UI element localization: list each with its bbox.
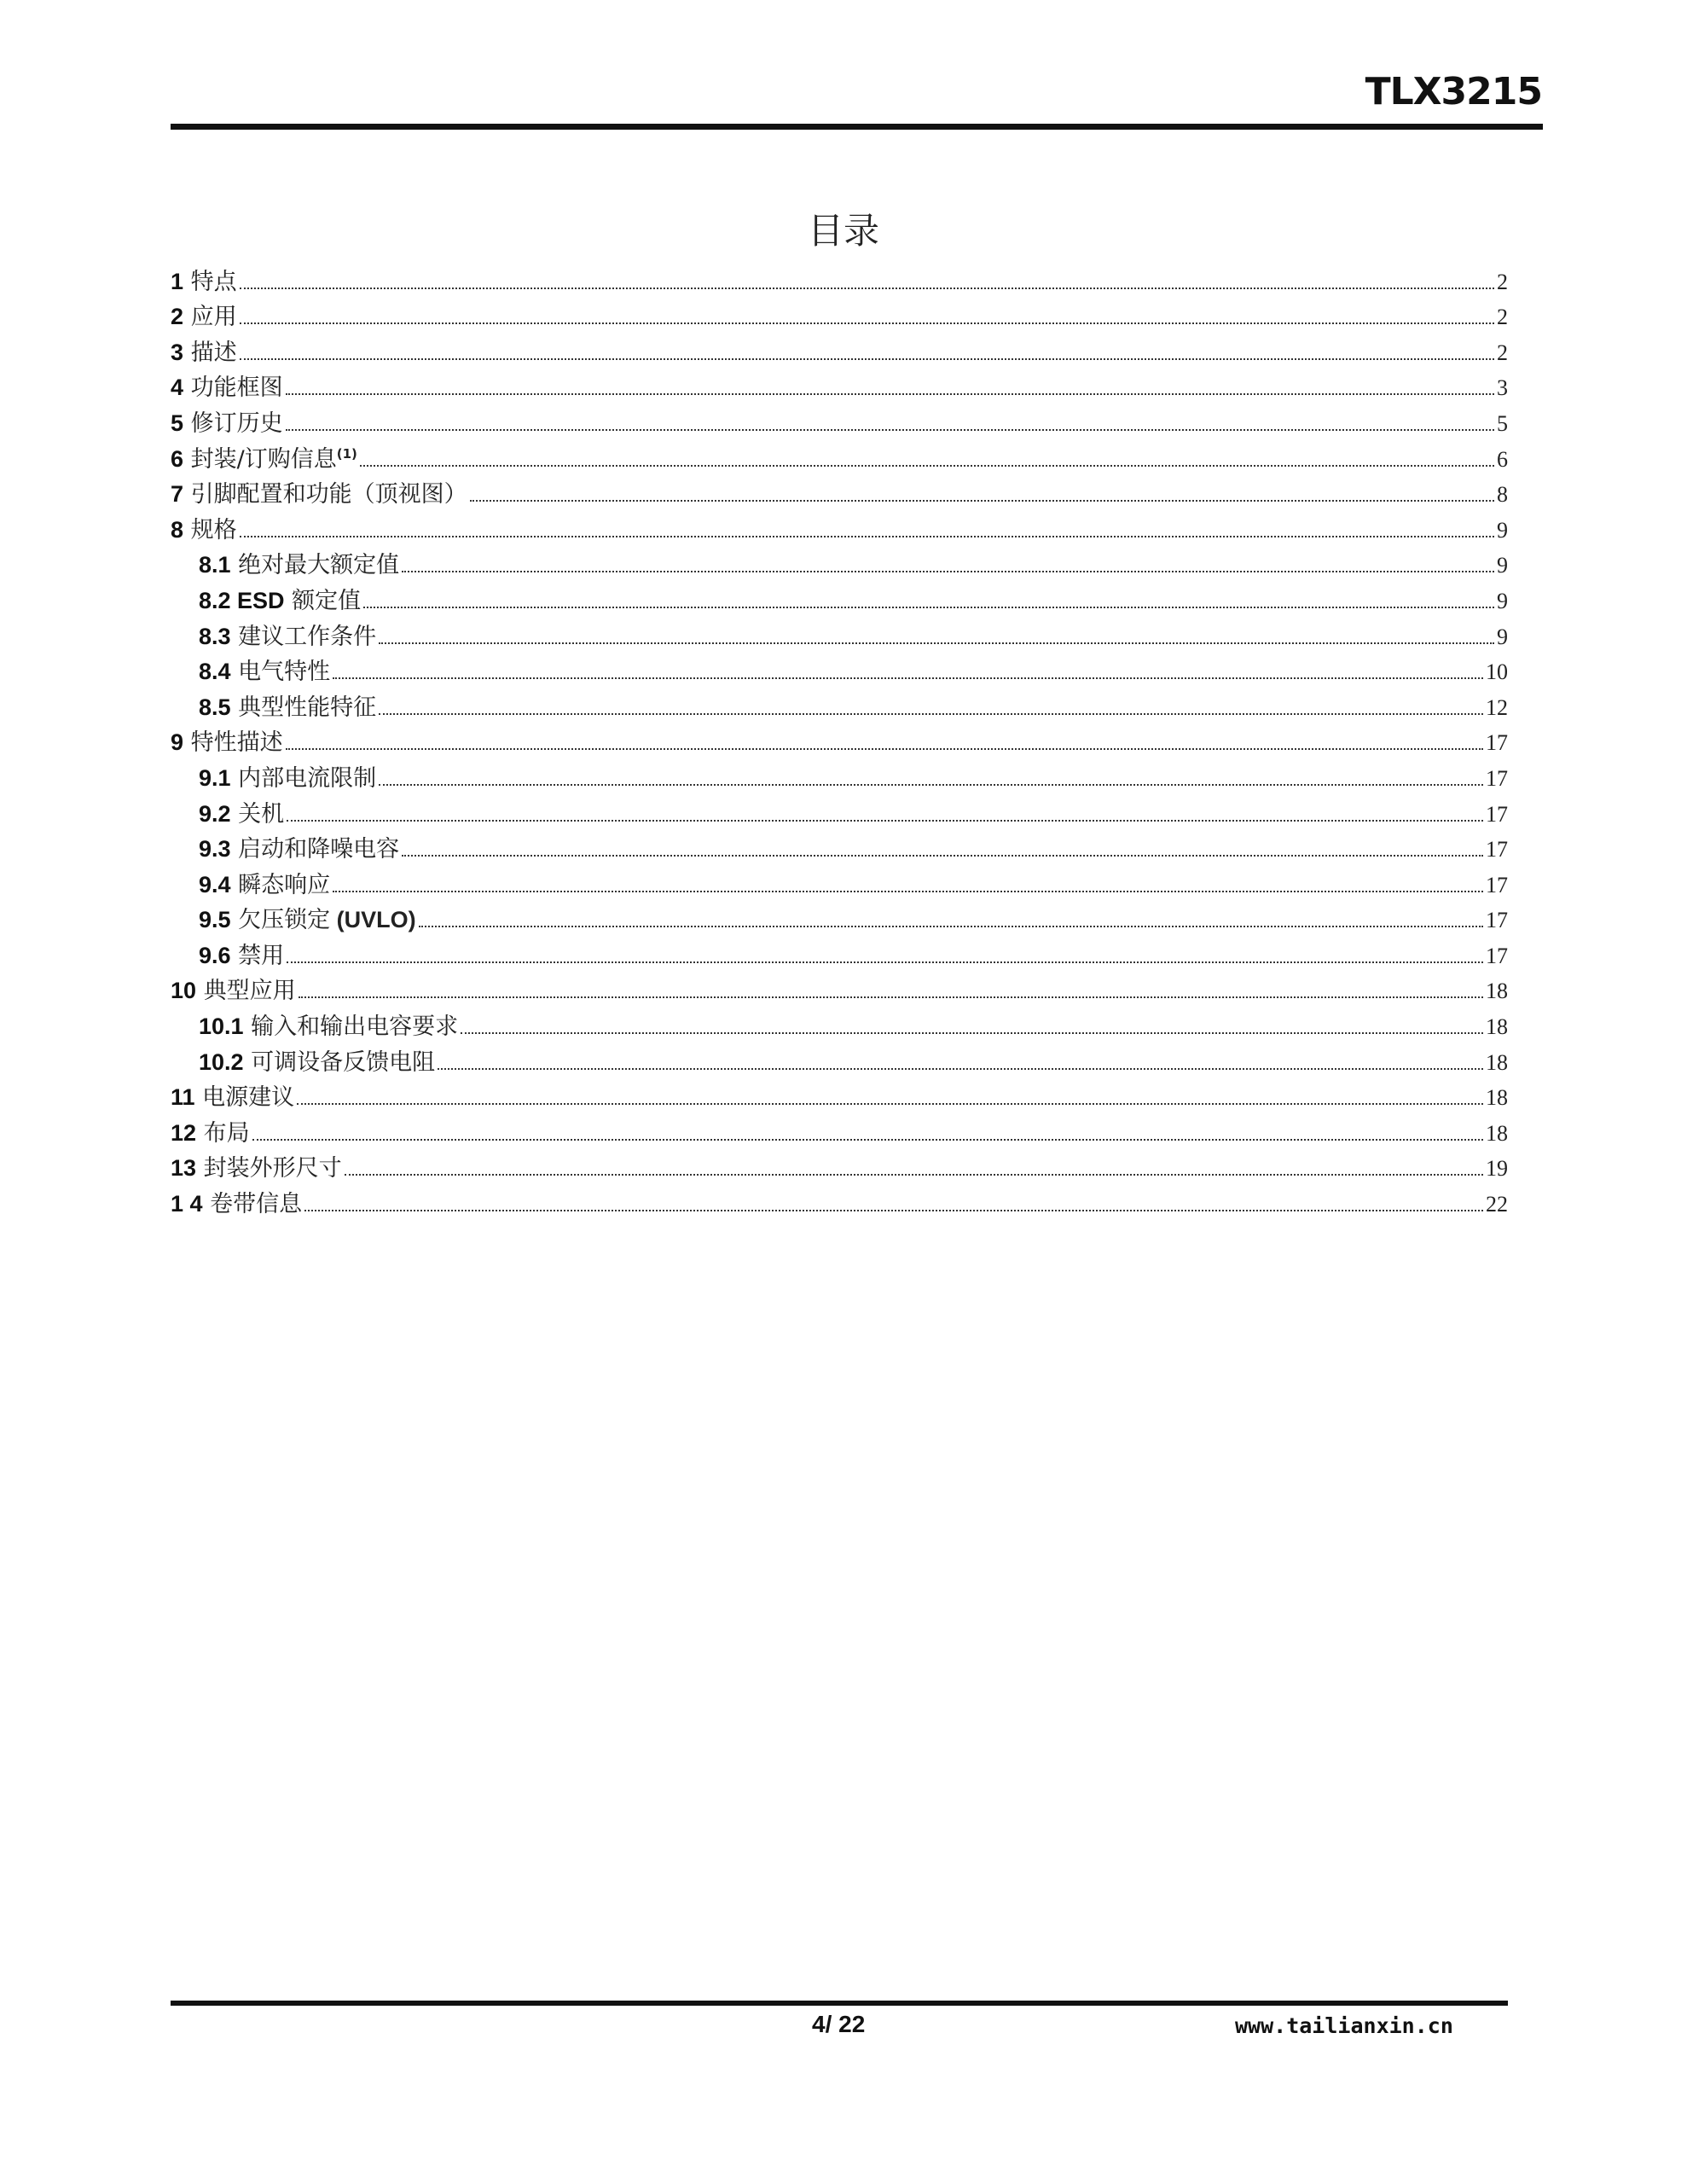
- toc-entry-number: 2: [171, 304, 184, 330]
- toc-entry-page: 2: [1497, 340, 1508, 365]
- toc-entry[interactable]: [171, 1145, 1508, 1181]
- toc-entry-title: 禁用: [238, 942, 285, 969]
- toc-entry-title: 封装/订购信息$^{(1)}$: [190, 445, 357, 473]
- toc-leader-dots: [402, 855, 1483, 857]
- toc-entry-title: 电气特性: [238, 659, 331, 686]
- toc-entry-number: 10.1: [199, 1014, 244, 1040]
- toc-leader-dots: [287, 820, 1483, 822]
- toc-entry-title: 特点: [190, 268, 237, 295]
- toc-entry-title: 输入和输出电容要求: [251, 1014, 459, 1041]
- toc-leader-dots: [286, 429, 1494, 431]
- toc-entry-page: 6: [1497, 446, 1508, 472]
- toc-entry-title: 典型性能特征: [238, 694, 377, 721]
- toc-heading: 目录: [807, 210, 879, 252]
- toc-entry-page: 17: [1486, 801, 1508, 827]
- table-of-contents: [171, 258, 1508, 1216]
- toc-entry[interactable]: [171, 399, 1508, 435]
- toc-entry-page: 8: [1497, 482, 1508, 508]
- toc-entry-number: 4: [171, 375, 184, 401]
- toc-leader-dots: [379, 713, 1483, 715]
- toc-entry-number: 13: [171, 1155, 197, 1182]
- toc-entry-page: 18: [1486, 1049, 1508, 1075]
- toc-entry-number: 9: [171, 729, 184, 756]
- toc-entry-title: 引脚配置和功能（顶视图）: [190, 481, 467, 508]
- toc-entry[interactable]: [171, 328, 1508, 364]
- toc-entry-page: 22: [1486, 1192, 1508, 1217]
- toc-leader-dots: [333, 677, 1483, 679]
- toc-entry[interactable]: [171, 967, 1508, 1003]
- header-rule: [171, 124, 1543, 130]
- footer-rule: [171, 2001, 1508, 2006]
- toc-entry-number: 6: [171, 445, 184, 472]
- toc-entry-title: 绝对最大额定值: [238, 552, 400, 579]
- toc-entry-title: 建议工作条件: [238, 623, 377, 650]
- toc-entry-number: 10: [171, 978, 197, 1004]
- toc-entry-page: 17: [1486, 730, 1508, 756]
- toc-entry-title: 布局: [203, 1119, 250, 1147]
- toc-entry[interactable]: [171, 648, 1508, 684]
- toc-leader-dots: [240, 536, 1494, 537]
- toc-entry-number: 1 4: [171, 1191, 203, 1217]
- toc-entry-number: 8.1: [199, 552, 231, 578]
- toc-entry[interactable]: [171, 577, 1508, 613]
- page-number: 4/ 22: [812, 2011, 866, 2037]
- toc-entry[interactable]: [171, 471, 1508, 507]
- toc-entry-number: 5: [171, 410, 184, 436]
- toc-entry-page: 18: [1486, 1085, 1508, 1111]
- toc-leader-dots: [240, 358, 1494, 360]
- toc-leader-dots: [461, 1032, 1483, 1034]
- toc-leader-dots: [240, 322, 1494, 324]
- toc-entry-title: 典型应用: [203, 978, 296, 1005]
- toc-entry-page: 3: [1497, 375, 1508, 401]
- toc-leader-dots: [379, 784, 1483, 786]
- document-title: TLX3215: [1365, 70, 1542, 113]
- toc-entry-page: 17: [1486, 837, 1508, 863]
- toc-entry-title: 可调设备反馈电阻: [251, 1048, 436, 1076]
- toc-entry-number: 7: [171, 481, 184, 508]
- toc-leader-dots: [252, 1139, 1483, 1141]
- toc-entry[interactable]: [171, 1002, 1508, 1041]
- toc-entry-title: 欠压锁定 (UVLO): [238, 907, 416, 934]
- toc-leader-dots: [286, 748, 1483, 750]
- toc-entry-page: 17: [1486, 765, 1508, 791]
- toc-entry-title: 关机: [238, 800, 285, 828]
- toc-entry-number: 9.3: [199, 836, 231, 863]
- toc-entry[interactable]: [171, 542, 1508, 578]
- toc-entry[interactable]: [171, 790, 1508, 826]
- toc-entry-number: 8.3: [199, 623, 231, 649]
- toc-entry[interactable]: [171, 932, 1508, 967]
- toc-entry-page: 10: [1486, 659, 1508, 685]
- toc-entry[interactable]: [171, 293, 1508, 329]
- toc-leader-dots: [333, 891, 1483, 892]
- toc-entry-page: 18: [1486, 1120, 1508, 1146]
- toc-entry-number: 10.2: [199, 1048, 244, 1075]
- toc-leader-dots: [345, 1174, 1483, 1176]
- toc-entry[interactable]: [171, 1038, 1508, 1074]
- toc-entry[interactable]: [171, 364, 1508, 400]
- toc-entry-title: 瞬态响应: [238, 871, 331, 898]
- toc-entry-page: 18: [1486, 979, 1508, 1004]
- toc-entry-number: 12: [171, 1119, 197, 1146]
- toc-entry[interactable]: [171, 683, 1508, 719]
- toc-entry-page: 9: [1497, 517, 1508, 543]
- toc-entry[interactable]: [171, 613, 1508, 648]
- toc-entry-title: 特性描述: [190, 729, 283, 757]
- toc-entry-number: 3: [171, 339, 184, 365]
- toc-leader-dots: [360, 465, 1494, 467]
- toc-entry-page: 9: [1497, 553, 1508, 578]
- toc-entry-number: 9.1: [199, 764, 231, 791]
- toc-entry-number: 1: [171, 268, 184, 294]
- toc-entry-number: 8.4: [199, 659, 231, 685]
- toc-entry-footnote: (1): [336, 445, 357, 462]
- toc-leader-dots: [286, 393, 1494, 395]
- toc-entry-title: 卷带信息: [210, 1191, 303, 1218]
- toc-entry-page: 19: [1486, 1156, 1508, 1182]
- toc-leader-dots: [419, 926, 1483, 927]
- toc-entry-title: 电源建议: [202, 1084, 295, 1112]
- toc-entry[interactable]: [171, 897, 1508, 932]
- toc-entry-page: 18: [1486, 1014, 1508, 1040]
- toc-entry[interactable]: [171, 1074, 1508, 1110]
- toc-entry-title: 规格: [190, 516, 237, 543]
- toc-entry-title: 描述: [190, 339, 237, 366]
- toc-leader-dots: [240, 288, 1494, 289]
- toc-entry-number: 9.6: [199, 942, 231, 968]
- toc-entry[interactable]: [171, 506, 1508, 542]
- toc-entry-title: 内部电流限制: [238, 764, 377, 792]
- toc-entry-page: 5: [1497, 410, 1508, 436]
- toc-leader-dots: [299, 996, 1483, 998]
- toc-entry-page: 17: [1486, 908, 1508, 933]
- toc-entry-title: 封装外形尺寸: [203, 1155, 342, 1182]
- toc-entry[interactable]: [171, 258, 1508, 293]
- toc-entry[interactable]: [171, 1180, 1508, 1216]
- toc-entry-page: 12: [1486, 694, 1508, 720]
- toc-entry-title: 修订历史: [190, 410, 283, 437]
- toc-leader-dots: [470, 500, 1494, 502]
- toc-entry-number: 9.4: [199, 871, 231, 897]
- toc-entry[interactable]: [171, 719, 1508, 755]
- toc-entry-number: 9.5: [199, 907, 231, 933]
- toc-entry[interactable]: [171, 861, 1508, 897]
- toc-leader-dots: [438, 1068, 1483, 1070]
- toc-leader-dots: [363, 607, 1494, 608]
- toc-entry[interactable]: [171, 435, 1508, 471]
- toc-entry[interactable]: [171, 1109, 1508, 1145]
- toc-entry-page: 9: [1497, 624, 1508, 649]
- toc-entry-page: 17: [1486, 943, 1508, 968]
- toc-entry-number: 8.2 ESD: [199, 587, 285, 613]
- toc-entry-page: 2: [1497, 269, 1508, 294]
- toc-leader-dots: [402, 571, 1494, 572]
- toc-leader-dots: [297, 1103, 1483, 1105]
- toc-leader-dots: [379, 642, 1494, 644]
- toc-entry-title: 启动和降噪电容: [238, 836, 400, 863]
- toc-entry-page: 2: [1497, 305, 1508, 330]
- toc-leader-dots: [287, 961, 1483, 963]
- toc-entry-number: 9.2: [199, 800, 231, 827]
- toc-entry[interactable]: [171, 754, 1508, 790]
- toc-entry-number: 8.5: [199, 694, 231, 720]
- toc-entry-title: 应用: [190, 304, 237, 331]
- toc-entry-page: 9: [1497, 588, 1508, 613]
- toc-entry-number: 11: [171, 1084, 195, 1111]
- toc-entry-suffix: (UVLO): [330, 907, 416, 933]
- toc-entry-number: 8: [171, 516, 184, 543]
- toc-entry[interactable]: [171, 826, 1508, 862]
- toc-entry-title: 额定值: [292, 587, 362, 614]
- toc-entry-title: 功能框图: [190, 375, 283, 402]
- website-url: www.tailianxin.cn: [1235, 2013, 1453, 2038]
- toc-entry-page: 17: [1486, 872, 1508, 897]
- toc-leader-dots: [304, 1210, 1483, 1211]
